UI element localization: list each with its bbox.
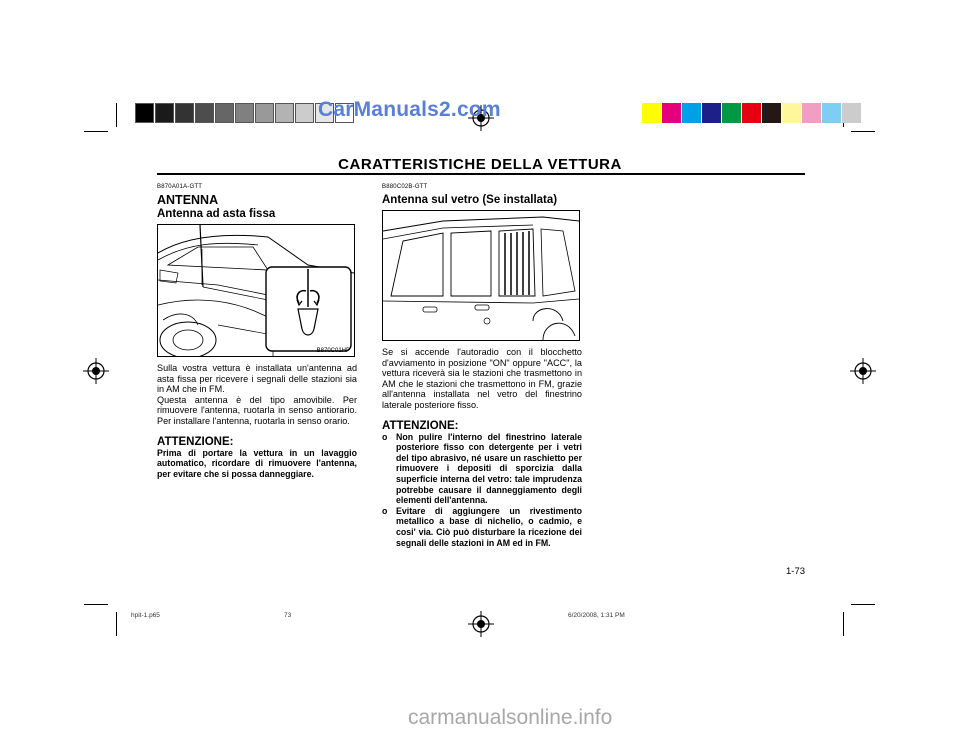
list-item (382, 506, 582, 548)
footer-filename: hpit-1.p65 (131, 612, 160, 619)
attention-title: ATTENZIONE: (382, 419, 459, 432)
crop-mark (84, 131, 108, 132)
color-swatch (722, 103, 741, 123)
bullet-marker: o (382, 431, 388, 442)
car-side-window-illustration (383, 211, 579, 340)
antenna-mast-figure (157, 224, 355, 357)
section-subtitle: Antenna sul vetro (Se installata) (382, 194, 558, 206)
gray-swatch (295, 103, 314, 123)
section-code: B870A01A-GTT (157, 184, 203, 190)
gray-swatch (135, 103, 154, 123)
color-swatch (842, 103, 861, 123)
color-calibration-bar (642, 103, 862, 123)
color-swatch (682, 103, 701, 123)
car-front-antenna-illustration (158, 225, 354, 356)
body-paragraph (157, 363, 357, 427)
gray-swatch (235, 103, 254, 123)
gray-swatch (215, 103, 234, 123)
bullet-text: Evitare di aggiungere un rivestimento metallico a base di nichelio, o cadmio, e cosi' via. Ciò può disturbare la ricezione dei segnali delle stazioni in AM ed in FM. (396, 505, 582, 548)
gray-swatch (255, 103, 274, 123)
crop-mark (851, 604, 875, 605)
section-code: B880C02B-GTT (382, 184, 428, 190)
watermark-logo[interactable]: CarManuals2.com (318, 98, 501, 121)
registration-target-icon (850, 358, 876, 384)
crop-mark (84, 604, 108, 605)
gray-swatch (175, 103, 194, 123)
page-number: 1-73 (786, 566, 806, 577)
section-subtitle: Antenna ad asta fissa (157, 208, 276, 220)
gray-swatch (195, 103, 214, 123)
color-swatch (702, 103, 721, 123)
bullet-marker: o (382, 505, 388, 516)
header-rule (157, 173, 805, 175)
bullet-text: Non pulire l'interno del finestrino laterale posteriore fisso con detergente per i vetri del tipo abrasivo, né usare un raschietto per rimuovere i depositi di sporcizia dalla superficie interna del vetro: tale imprudenza potrebbe causare il danneggiamento degli elementi dell'antenna. (396, 431, 582, 506)
crop-mark (851, 131, 875, 132)
site-footer-link[interactable]: carmanualsonline.info (408, 706, 613, 729)
registration-target-icon (83, 358, 109, 384)
body-paragraph: Se si accende l'autoradio con il blocchetto d'avviamento in posizione "ON" oppure "ACC", la vettura riceverà sia le stazioni che trasmettono in AM che le stazioni che trasmettono in FM, grazie all'antenna installata nel vetro del finestrino laterale posteriore fisso. (382, 347, 582, 410)
color-swatch (742, 103, 761, 123)
attention-title: ATTENZIONE: (157, 435, 234, 448)
color-swatch (642, 103, 661, 123)
registration-target-icon (468, 611, 494, 637)
section-title: ANTENNA (157, 193, 219, 207)
list-item (382, 432, 582, 506)
color-swatch (782, 103, 801, 123)
left-column (157, 184, 357, 479)
color-swatch (762, 103, 781, 123)
right-column (382, 184, 582, 548)
footer-page: 73 (284, 612, 292, 619)
glass-antenna-figure (382, 210, 580, 341)
paragraph-line: Questa antenna è del tipo amovibile. Per rimuovere l'antenna, ruotarla in senso antiorario. Per installare l'antenna, ruotarla in senso orario. (157, 394, 357, 426)
color-swatch (822, 103, 841, 123)
paragraph-line: Sulla vostra vettura è installata un'antenna ad asta fissa per ricevere i segnali delle stazioni sia in AM che in FM. (157, 363, 357, 395)
attention-text: Prima di portare la vettura in un lavaggio automatico, ricordare di rimuovere l'antenna, per evitare che si possa danneggiare. (157, 447, 357, 479)
gray-swatch (155, 103, 174, 123)
crop-mark (116, 612, 117, 636)
footer-date: 6/20/2008, 1:31 PM (568, 612, 625, 619)
gray-swatch (275, 103, 294, 123)
page-header-title: CARATTERISTICHE DELLA VETTURA (338, 156, 622, 173)
crop-mark (843, 612, 844, 636)
crop-mark (116, 103, 117, 127)
color-swatch (662, 103, 681, 123)
color-swatch (802, 103, 821, 123)
figure-code: B870C01HP (316, 348, 350, 354)
